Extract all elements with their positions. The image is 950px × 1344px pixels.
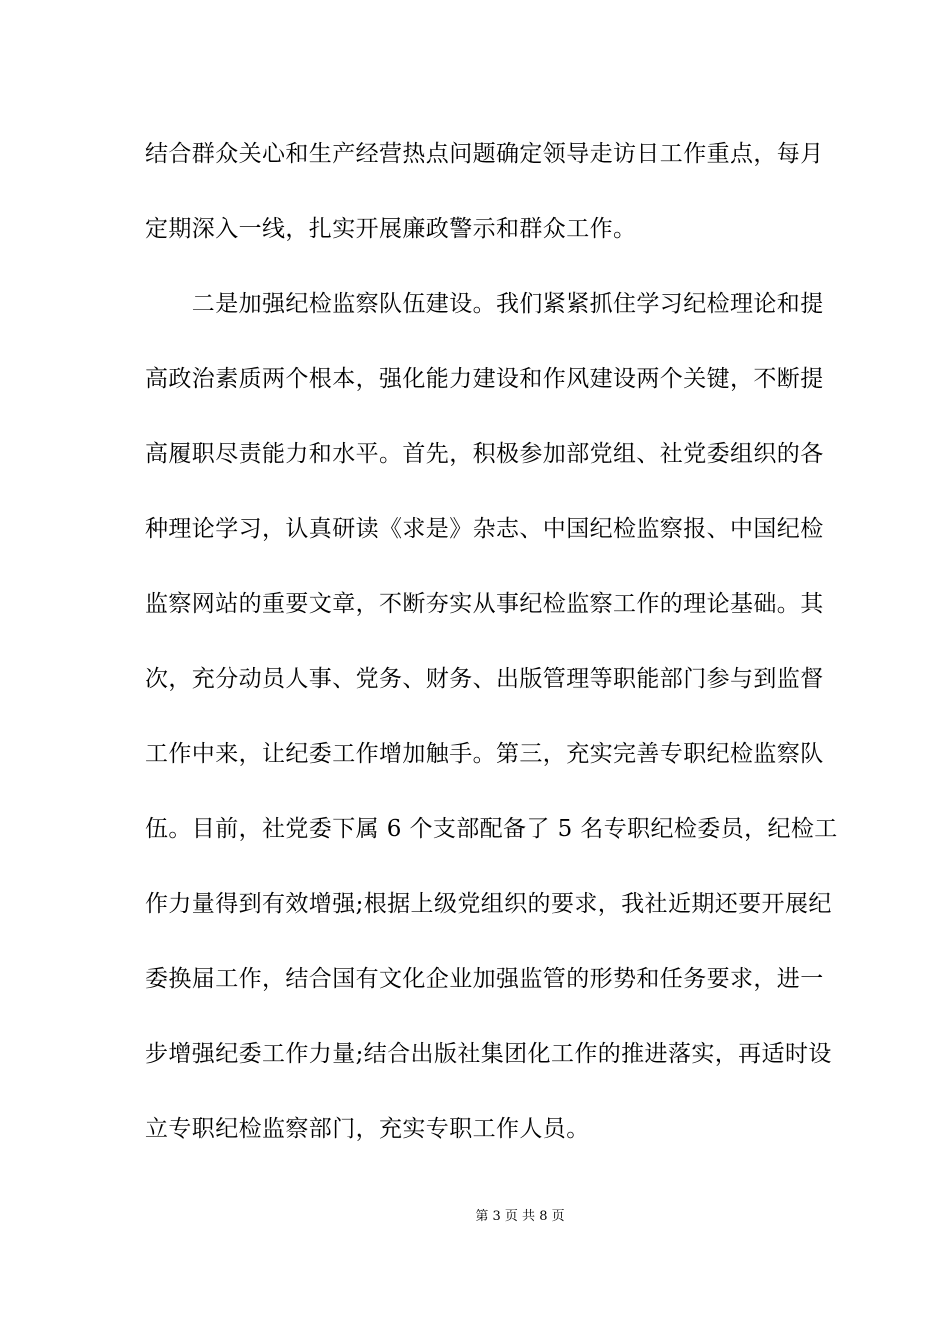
text-line: 结合群众关心和生产经营热点问题确定领导走访日工作重点，每月	[145, 141, 824, 167]
text-line: 二是加强纪检监察队伍建设。我们紧紧抓住学习纪检理论和提	[145, 291, 824, 317]
text-line: 工作中来，让纪委工作增加触手。第三，充实完善专职纪检监察队	[145, 741, 824, 767]
page-footer	[0, 1208, 950, 1226]
text-line: 次，充分动员人事、党务、财务、出版管理等职能部门参与到监督	[145, 666, 824, 692]
text-line: 种理论学习，认真研读《求是》杂志、中国纪检监察报、中国纪检	[145, 516, 824, 542]
text-line: 作力量得到有效增强;根据上级党组织的要求，我社近期还要开展纪	[145, 891, 832, 917]
text-line: 监察网站的重要文章，不断夯实从事纪检监察工作的理论基础。其	[145, 591, 824, 617]
text-line: 立专职纪检监察部门，充实专职工作人员。	[145, 1116, 590, 1142]
page-number: 第 3 页 共 8 页	[475, 1209, 565, 1224]
text-line: 定期深入一线，扎实开展廉政警示和群众工作。	[145, 216, 637, 242]
text-line: 步增强纪委工作力量;结合出版社集团化工作的推进落实，再适时设	[145, 1041, 832, 1067]
text-line: 伍。目前，社党委下属 6 个支部配备了 5 名专职纪检委员，纪检工	[145, 816, 838, 842]
text-line: 委换届工作，结合国有文化企业加强监管的形势和任务要求，进一	[145, 966, 824, 992]
text-line: 高履职尽责能力和水平。首先，积极参加部党组、社党委组织的各	[145, 441, 824, 467]
text-line: 高政治素质两个根本，强化能力建设和作风建设两个关键，不断提	[145, 366, 824, 392]
